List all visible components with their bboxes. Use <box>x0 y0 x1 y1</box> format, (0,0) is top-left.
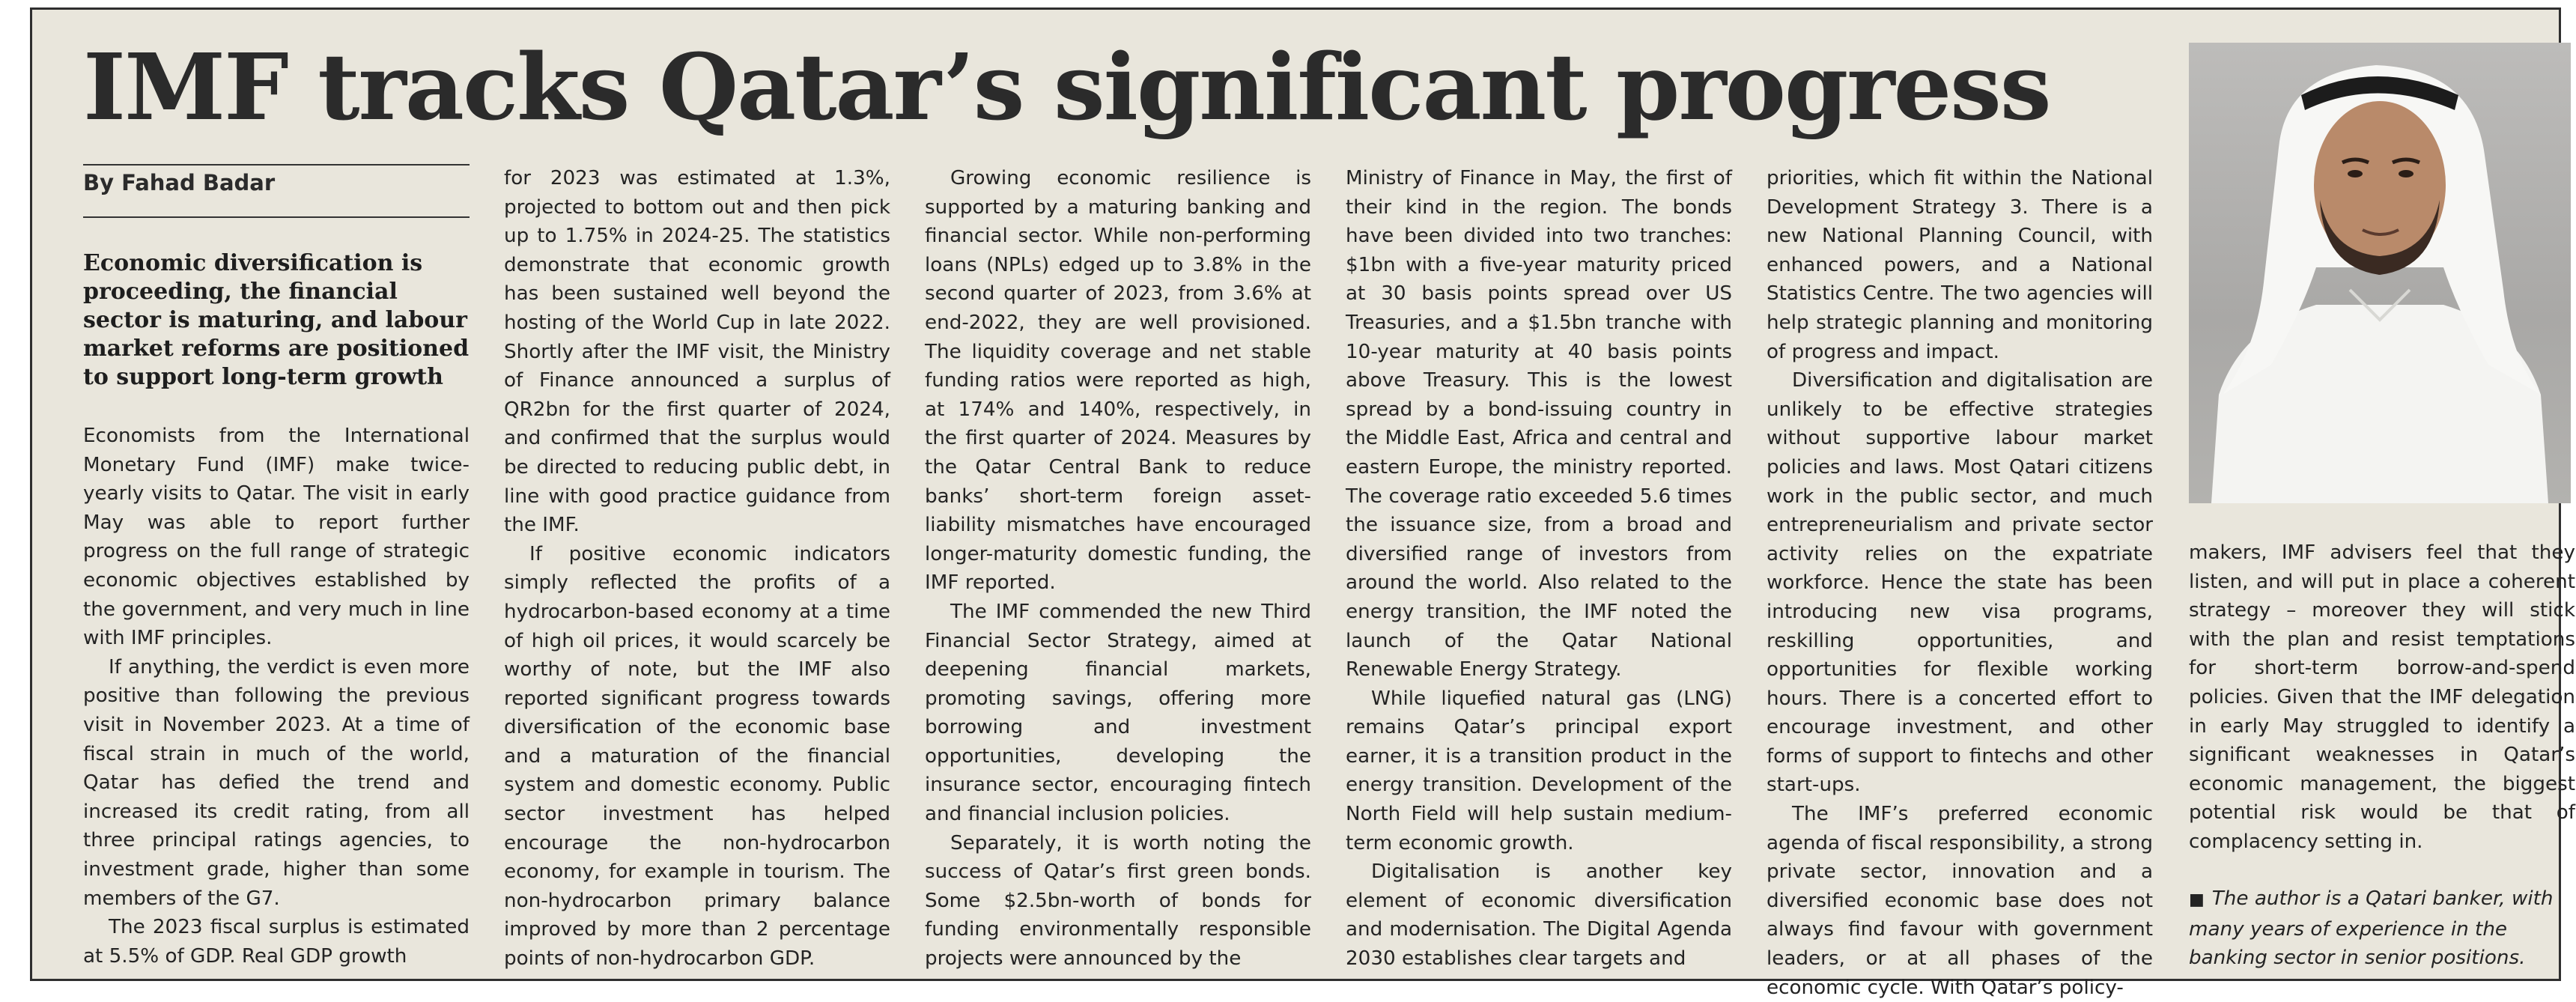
paragraph: The IMF commended the new Third Financial Sector Strategy, aimed at deepening financial markets, promoting savings, offering more borrowing and investment opportunities, developing the insurance sector, encouraging fintech and financial inclusion policies. <box>925 600 1311 826</box>
paragraph: While liquefied natural gas (LNG) remains Qatar’s principal export earner, it is a transition product in the energy transition. Development of the North Field will help sustain medium-term economic growth. <box>1346 687 1732 854</box>
headline: IMF tracks Qatar’s significant progress <box>83 33 2050 141</box>
paragraph: The 2023 fiscal surplus is estimated at 5.5% of GDP. Real GDP growth <box>83 916 470 968</box>
paragraph: Digitalisation is another key element of economic diversification and modernisation. The Digital Agenda 2030 establishes clear targets and <box>1346 860 1732 971</box>
paragraph: Ministry of Finance in May, the first of their kind in the region. The bonds have been divided into two tranches: $1bn with a five-year maturity priced at 30 basis points spread over US Treasuries, and a $1.5bn tranche with 10-year maturity at 40 basis points above Treasury. This is the lowest spread by a bond-issuing country in the Middle East, Africa and central and eastern Europe, the ministry reported. The coverage ratio exceeded 5.6 times the issuance size, from a broad and diversified range of investors from around the world. Also related to the energy transition, the IMF noted the launch of the Qatar National Renewable Energy Strategy. <box>1346 167 1732 681</box>
byline-bottom-rule <box>83 216 470 218</box>
author-portrait-icon <box>2189 43 2571 503</box>
author-note-text: The author is a Qatari banker, with many years of experience in the banking sector in senior positions. <box>2189 887 2554 970</box>
paragraph: Separately, it is worth noting the success of Qatar’s first green bonds. Some $2.5bn-worth of bonds for funding environmentally responsible projects were announced by the <box>925 831 1311 971</box>
paragraph: The IMF’s preferred economic agenda of fiscal responsibility, a strong private sector, innovation and a diversified economic base does not always find favour with government leaders, or at all phases of the economic cycle. With Qatar’s policy- <box>1767 803 2153 999</box>
author-photo <box>2189 43 2571 503</box>
paragraph: If anything, the verdict is even more positive than following the previous visit in November 2023. At a time of fiscal strain in much of the world, Qatar has defied the trend and increased its credit rating, from all three principal ratings agencies, to investment grade, higher than some members of the G7. <box>83 655 470 910</box>
paragraph: priorities, which fit within the National Development Strategy 3. There is a new National Planning Council, with enhanced powers, and a National Statistics Centre. The two agencies will help strategic planning and monitoring of progress and impact. <box>1767 167 2153 363</box>
paragraph: for 2023 was estimated at 1.3%, projected to bottom out and then pick up to 1.75% in 2024-25. The statistics demonstrate that economic growth has been sustained well beyond the hosting of the World Cup in late 2022. Shortly after the IMF visit, the Ministry of Finance announced a surplus of QR2bn for the first quarter of 2024, and confirmed that the surplus would be directed to reducing public debt, in line with good practice guidance from the IMF. <box>504 167 890 537</box>
paragraph: Diversification and digitalisation are unlikely to be effective strategies without supportive labour market policies and laws. Most Qatari citizens work in the public sector, and much entrepreneurialism and private sector activity relies on the expatriate workforce. Hence the state has been introducing new visa programs, reskilling opportunities, and opportunities for flexible working hours. There is a concerted effort to encourage investment, and other forms of support to fintechs and other start-ups. <box>1767 369 2153 797</box>
byline-top-rule <box>83 164 470 166</box>
standfirst: Economic diversification is proceeding, the financial sector is maturing, and labour market reforms are positioned to support long-term growth <box>83 250 470 390</box>
byline: By Fahad Badar <box>83 170 276 195</box>
article-column-1 <box>83 422 470 971</box>
article-page <box>30 7 2575 999</box>
square-bullet-icon: ■ <box>2189 890 2205 909</box>
article-column-5 <box>1767 164 2153 1002</box>
author-note <box>2189 884 2576 973</box>
article-column-4 <box>1346 164 1732 974</box>
article-column-6 <box>2189 538 2575 857</box>
article-column-2 <box>504 164 890 974</box>
paragraph: Economists from the International Monetary Fund (IMF) make twice-yearly visits to Qatar. The visit in early May was able to report further progress on the full range of strategic economic objectives established by the government, and very much in line with IMF principles. <box>83 425 470 650</box>
paragraph: makers, IMF advisers feel that they listen, and will put in place a coherent strategy – moreover they will stick with the plan and resist temptations for short-term borrow-and-spend policies. Given that the IMF delegation in early May struggled to identify a significant weaknesses in Qatar’s economic management, the biggest potential risk would be that of complacency setting in. <box>2189 541 2575 853</box>
paragraph: If positive economic indicators simply reflected the profits of a hydrocarbon-based economy at a time of high oil prices, it would scarcely be worthy of note, but the IMF also reported significant progress towards diversification of the economic base and a maturation of the financial system and domestic economy. Public sector investment has helped encourage the non-hydrocarbon economy, for example in tourism. The non-hydrocarbon primary balance improved by more than 2 percentage points of non-hydrocarbon GDP. <box>504 542 890 971</box>
paragraph: Growing economic resilience is supported by a maturing banking and financial sector. While non-performing loans (NPLs) edged up to 3.8% in the second quarter of 2023, from 3.6% at end-2022, they are well provisioned. The liquidity coverage and net stable funding ratios were reported as high, at 174% and 140%, respectively, in the first quarter of 2024. Measures by the Qatar Central Bank to reduce banks’ short-term foreign asset-liability mismatches have encouraged longer-maturity domestic funding, the IMF reported. <box>925 167 1311 595</box>
article-column-3 <box>925 164 1311 974</box>
